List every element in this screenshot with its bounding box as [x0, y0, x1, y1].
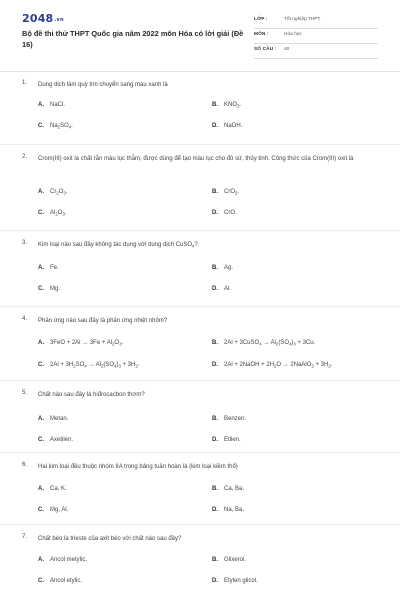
answer-option-d[interactable]	[212, 437, 241, 443]
answer-option-d[interactable]	[212, 286, 231, 292]
meta-row-count	[254, 44, 378, 59]
option-text: Etilen.	[224, 437, 241, 443]
option-letter: C.	[38, 578, 44, 584]
option-text: CrO.	[224, 210, 237, 216]
option-letter: B.	[212, 189, 218, 195]
option-letter: C.	[38, 437, 44, 443]
question-number: 2.	[22, 154, 28, 160]
option-text: $Al_2O_3$.	[50, 210, 67, 217]
answer-option-a[interactable]	[38, 340, 123, 346]
answer-option-d[interactable]	[212, 210, 237, 216]
question-number: 6.	[22, 462, 28, 468]
page-header	[0, 0, 400, 68]
option-text: Mg.	[50, 286, 61, 292]
option-text: $2Al + 3H_2SO_4 \to Al_2(SO_4)_3 + 3H_2$.	[50, 362, 140, 369]
option-letter: C.	[38, 362, 44, 368]
option-text: 2Al + 3CuSO$_4$ → $Al_2(SO_4)_3 + 3Cu$.	[224, 340, 316, 347]
answer-option-a[interactable]	[38, 189, 67, 195]
answer-option-c[interactable]	[38, 578, 82, 584]
question-text: Chất nào sau đây là hiđrocacbon thơm?	[38, 392, 145, 398]
option-letter: A.	[38, 486, 44, 492]
option-text: Glixerol.	[224, 557, 247, 563]
answer-option-a[interactable]	[38, 416, 68, 422]
meta-label: SỐ CÂU :	[254, 47, 277, 52]
option-text: NaOH.	[224, 123, 243, 129]
answer-option-c[interactable]	[38, 210, 66, 216]
question-divider	[0, 306, 400, 307]
option-letter: B.	[212, 416, 218, 422]
option-letter: D.	[212, 578, 218, 584]
answer-option-b[interactable]	[212, 557, 246, 563]
option-text: Al.	[224, 286, 232, 292]
option-text: Na, Ba.	[224, 507, 245, 513]
site-logo[interactable]: 2048.vn	[22, 12, 64, 25]
option-letter: B.	[212, 486, 218, 492]
answer-option-a[interactable]	[38, 486, 67, 492]
meta-value: Tốt nghiệp THPT	[284, 17, 321, 22]
option-text: Fe.	[50, 265, 59, 271]
answer-option-c[interactable]	[38, 123, 73, 129]
answer-option-c[interactable]	[38, 286, 60, 292]
meta-value: Hóa học	[284, 32, 302, 37]
option-letter: C.	[38, 210, 44, 216]
option-text: Axetilen.	[50, 437, 74, 443]
question-number: 4.	[22, 316, 28, 322]
option-text: Metan.	[50, 416, 69, 422]
option-text: $Cr_2O_3$.	[50, 189, 68, 196]
answer-option-d[interactable]	[212, 362, 332, 368]
answer-option-c[interactable]	[38, 437, 73, 443]
option-text: 2Al + 2NaOH + $2H_2O$ → 2NaAlO$_2$ + $3H_2$.	[224, 362, 333, 369]
meta-row-class	[254, 14, 378, 29]
option-letter: C.	[38, 286, 44, 292]
option-text: NaCl.	[50, 102, 66, 108]
meta-row-subject	[254, 29, 378, 44]
option-letter: D.	[212, 123, 218, 129]
answer-option-b[interactable]	[212, 102, 241, 108]
option-letter: A.	[38, 416, 44, 422]
answer-option-b[interactable]	[212, 486, 244, 492]
question-text: Chất béo là trieste của axit béo với chất nào sau đây?	[38, 536, 182, 542]
option-text: Mg, Al.	[50, 507, 69, 513]
option-text: Etylen glicol.	[224, 578, 258, 584]
option-letter: B.	[212, 340, 218, 346]
answer-option-c[interactable]	[38, 362, 139, 368]
option-letter: D.	[212, 437, 218, 443]
question-divider	[0, 524, 400, 525]
option-text: $Na_2SO_4$.	[50, 123, 73, 130]
option-letter: A.	[38, 340, 44, 346]
answer-option-b[interactable]	[212, 340, 315, 346]
option-text: $KNO_3$.	[224, 102, 242, 109]
option-letter: D.	[212, 210, 218, 216]
option-letter: B.	[212, 557, 218, 563]
option-letter: A.	[38, 102, 44, 108]
option-text: Ancol etylic.	[50, 578, 83, 584]
question-text: Crom(III) oxit là chất rắn màu lục thẫm, được dùng để tạo màu lục cho đồ sứ, thủy tinh. Công thức của Crom(III) oxit là	[38, 156, 354, 162]
option-letter: D.	[212, 362, 218, 368]
answer-option-b[interactable]	[212, 265, 233, 271]
question-divider	[0, 380, 400, 381]
meta-label: MÔN :	[254, 32, 269, 37]
option-letter: C.	[38, 507, 44, 513]
option-letter: D.	[212, 507, 218, 513]
answer-option-d[interactable]	[212, 123, 242, 129]
question-text: Hai kim loại đều thuộc nhóm IIA trong bảng tuần hoàn là (kim loại kiềm thổ)	[38, 464, 238, 470]
question-divider	[0, 230, 400, 231]
option-letter: A.	[38, 265, 44, 271]
exam-meta	[254, 14, 378, 59]
option-letter: D.	[212, 286, 218, 292]
question-number: 1.	[22, 80, 28, 86]
option-letter: B.	[212, 265, 218, 271]
option-letter: A.	[38, 189, 44, 195]
answer-option-d[interactable]	[212, 507, 244, 513]
answer-option-a[interactable]	[38, 265, 59, 271]
option-text: Ca, Ba.	[224, 486, 245, 492]
option-text: Ancol metylic.	[50, 557, 88, 563]
question-text: Dung dịch làm quỳ tím chuyển sang màu xanh là	[38, 82, 168, 88]
question-number: 5.	[22, 390, 28, 396]
option-text: CrO$_3$.	[224, 189, 240, 196]
question-text: Kim loại nào sau đây không tác dụng với dung dịch CuSO$_4$?	[38, 242, 198, 249]
answer-option-d[interactable]	[212, 578, 258, 584]
question-number: 3.	[22, 240, 28, 246]
question-text: Phản ứng nào sau đây là phản ứng nhiệt nhôm?	[38, 318, 168, 324]
option-text: $3FeO + 2Al \to 3Fe + Al_2O_3$.	[50, 340, 124, 347]
answer-option-a[interactable]	[38, 557, 87, 563]
option-letter: B.	[212, 102, 218, 108]
header-divider	[0, 71, 400, 72]
meta-label: LỚP :	[254, 17, 268, 22]
option-text: Ca, K.	[50, 486, 67, 492]
meta-value: 40	[284, 47, 290, 52]
option-text: Benzen.	[224, 416, 247, 422]
question-divider	[0, 452, 400, 453]
answer-option-a[interactable]	[38, 102, 65, 108]
question-divider	[0, 144, 400, 145]
exam-title: Bộ đề thi thử THPT Quốc gia năm 2022 môn Hóa có lời giải (Đề 16)	[22, 29, 244, 49]
answer-option-b[interactable]	[212, 189, 239, 195]
answer-option-b[interactable]	[212, 416, 246, 422]
option-letter: C.	[38, 123, 44, 129]
option-letter: A.	[38, 557, 44, 563]
answer-option-c[interactable]	[38, 507, 68, 513]
question-number: 7.	[22, 534, 28, 540]
option-text: Ag.	[224, 265, 234, 271]
